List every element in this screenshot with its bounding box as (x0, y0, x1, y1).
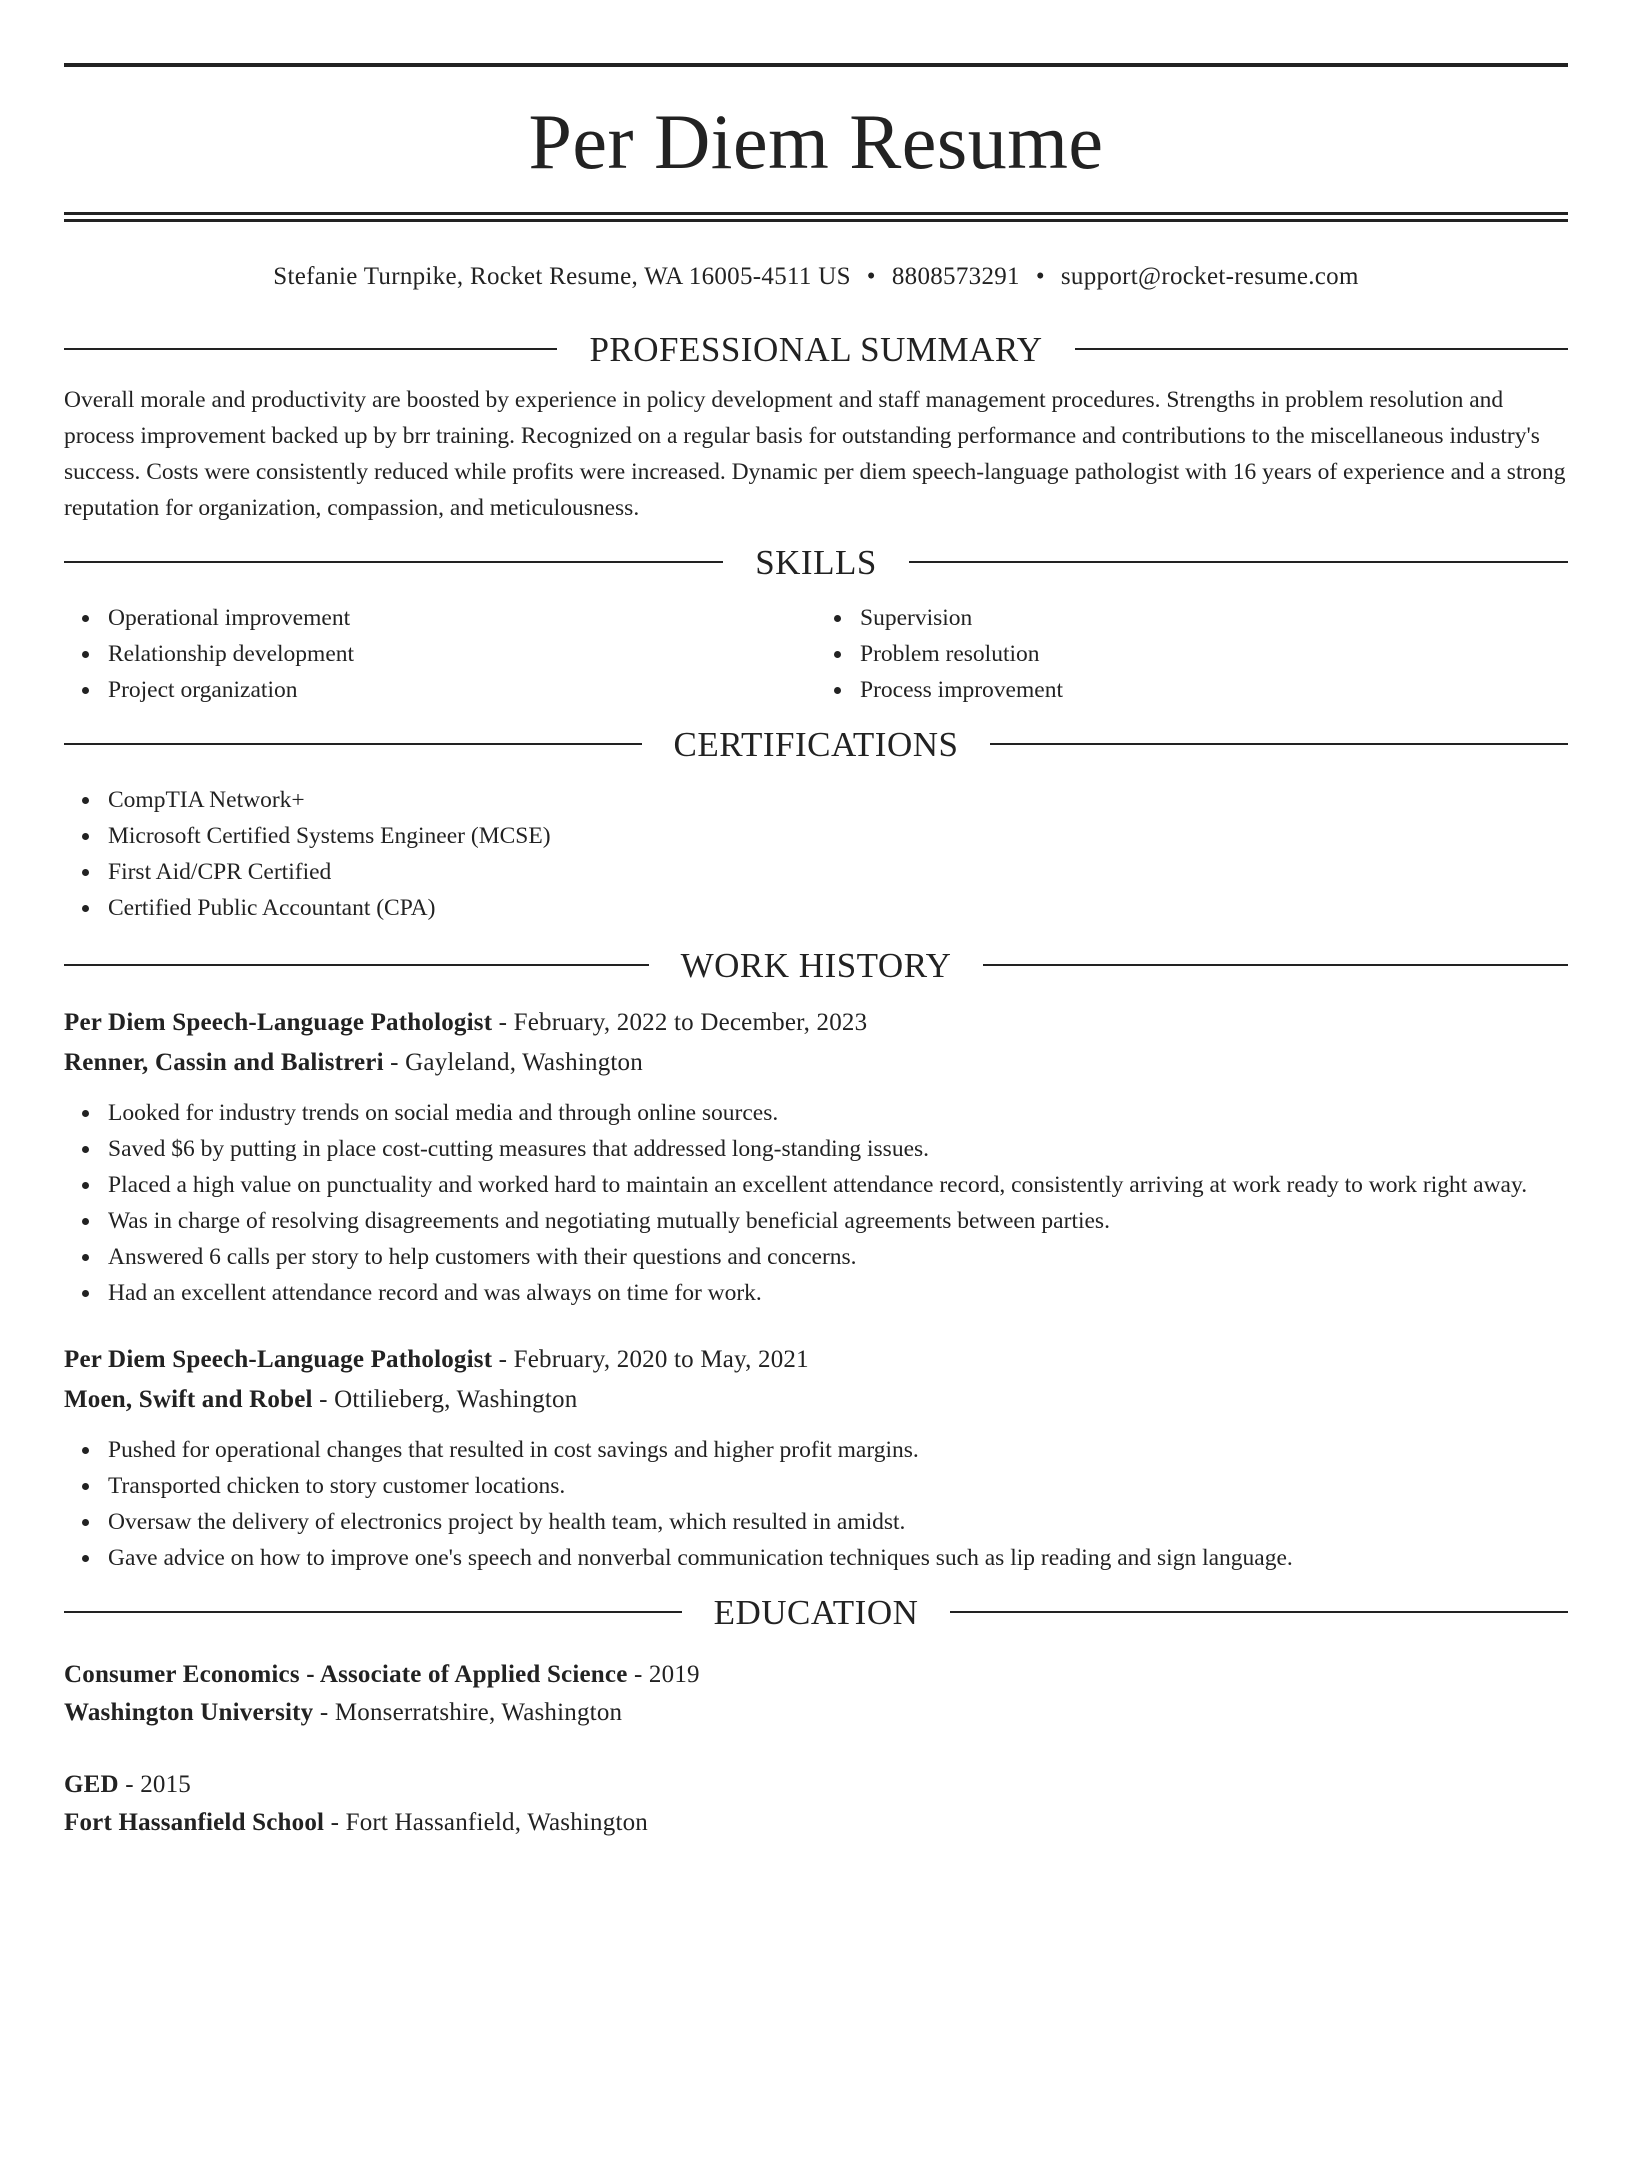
education-year: - 2019 (627, 1661, 700, 1688)
job-duty: Had an excellent attendance record and was always on time for work. (108, 1275, 1568, 1311)
education-degree-line (64, 1656, 1568, 1694)
certification-item: Microsoft Certified Systems Engineer (MCSE) (108, 818, 1568, 854)
education-school-line (64, 1804, 1568, 1842)
job-company-line (64, 1380, 1568, 1420)
skills-column-left (64, 600, 816, 708)
certification-item: First Aid/CPR Certified (108, 854, 1568, 890)
heading-rule (990, 743, 1568, 745)
education-heading-label: EDUCATION (713, 1592, 919, 1632)
heading-rule (1075, 348, 1568, 350)
education-degree-line (64, 1766, 1568, 1804)
heading-rule (950, 1611, 1568, 1613)
heading-rule (983, 964, 1568, 966)
education-heading (64, 1594, 1568, 1630)
job-duty: Oversaw the delivery of electronics project by health team, which resulted in amidst. (108, 1504, 1568, 1540)
education-year: - 2015 (118, 1771, 192, 1798)
skill-item: Operational improvement (108, 600, 816, 636)
heading-rule (64, 1611, 682, 1613)
contact-email: support@rocket-resume.com (1060, 263, 1359, 290)
skills-heading-label: SKILLS (755, 542, 877, 582)
summary-text: Overall morale and productivity are boosted by experience in policy development and staff management procedures. Strengths in problem resolution and process improvement backed up by brr training. Recognized on a regular basis for outstanding performance and contributions to the miscellaneous industry's success. Costs were consistently reduced while profits were increased. Dynamic per diem speech-language pathologist with 16 years of experience and a strong reputation for organization, compassion, and meticulousness. (64, 387, 1566, 521)
job-company-line (64, 1043, 1568, 1083)
heading-rule (64, 561, 723, 563)
work-history-heading-label: WORK HISTORY (680, 945, 952, 985)
skills-list (64, 600, 1568, 708)
education-school-line (64, 1694, 1568, 1732)
job-location: - Ottilieberg, Washington (312, 1386, 578, 1413)
skills-column-right (816, 600, 1568, 708)
job-company: Moen, Swift and Robel (64, 1386, 313, 1413)
skill-item: Process improvement (860, 672, 1568, 708)
job-duty: Pushed for operational changes that resulted in cost savings and higher profit margins. (108, 1432, 1568, 1468)
work-history-heading (64, 947, 1568, 983)
summary-heading (64, 331, 1568, 367)
contact-phone: 8808573291 (891, 263, 1020, 290)
skill-item: Supervision (860, 600, 1568, 636)
skill-item: Problem resolution (860, 636, 1568, 672)
skills-left-list (64, 600, 816, 708)
certifications-heading (64, 726, 1568, 762)
title-double-divider (64, 212, 1568, 222)
job-dates: - February, 2020 to May, 2021 (492, 1346, 809, 1373)
job-dates: - February, 2022 to December, 2023 (492, 1009, 868, 1036)
job-duty: Answered 6 calls per story to help customers with their questions and concerns. (108, 1239, 1568, 1275)
job-title: Per Diem Speech-Language Pathologist (64, 1346, 493, 1373)
education-entry (64, 1656, 1568, 1732)
contact-separator: • (1035, 263, 1045, 290)
job-duty: Placed a high value on punctuality and worked hard to maintain an excellent attendance record, consistently arriving at work ready to work right away. (108, 1167, 1568, 1203)
heading-rule (909, 561, 1568, 563)
certifications-heading-label: CERTIFICATIONS (673, 724, 959, 764)
skills-heading (64, 544, 1568, 580)
top-divider (64, 63, 1568, 67)
job-location: - Gayleland, Washington (383, 1049, 643, 1076)
contact-address: Stefanie Turnpike, Rocket Resume, WA 16005-4511 US (273, 263, 851, 290)
contact-separator: • (866, 263, 876, 290)
job-duties-list (64, 1095, 1568, 1311)
resume-page (0, 63, 1632, 2175)
certification-item: Certified Public Accountant (CPA) (108, 890, 1568, 926)
certifications-list (64, 782, 1568, 926)
job-duties-list (64, 1432, 1568, 1576)
job-entry (64, 1340, 1568, 1576)
heading-rule (64, 743, 642, 745)
job-entry (64, 1003, 1568, 1311)
resume-title: Per Diem Resume (528, 98, 1104, 185)
education-school: Fort Hassanfield School (64, 1809, 325, 1836)
summary-heading-label: PROFESSIONAL SUMMARY (589, 329, 1043, 369)
job-title-line (64, 1003, 1568, 1043)
job-title: Per Diem Speech-Language Pathologist (64, 1009, 493, 1036)
education-location: - Monserratshire, Washington (313, 1699, 623, 1726)
job-duty: Looked for industry trends on social media and through online sources. (108, 1095, 1568, 1131)
job-company: Renner, Cassin and Balistreri (64, 1049, 384, 1076)
skill-item: Relationship development (108, 636, 816, 672)
job-duty: Transported chicken to story customer locations. (108, 1468, 1568, 1504)
job-title-line (64, 1340, 1568, 1380)
education-school: Washington University (64, 1699, 314, 1726)
skills-right-list (816, 600, 1568, 708)
education-degree: Consumer Economics - Associate of Applied Science (64, 1661, 628, 1688)
skill-item: Project organization (108, 672, 816, 708)
job-duty: Saved $6 by putting in place cost-cutting measures that addressed long-standing issues. (108, 1131, 1568, 1167)
education-location: - Fort Hassanfield, Washington (324, 1809, 648, 1836)
heading-rule (64, 964, 649, 966)
job-duty: Was in charge of resolving disagreements and negotiating mutually beneficial agreements between parties. (108, 1203, 1568, 1239)
heading-rule (64, 348, 557, 350)
job-duty: Gave advice on how to improve one's speech and nonverbal communication techniques such as lip reading and sign language. (108, 1540, 1568, 1576)
certification-item: CompTIA Network+ (108, 782, 1568, 818)
education-degree: GED (64, 1771, 119, 1798)
contact-info (64, 260, 1568, 294)
education-entry (64, 1766, 1568, 1842)
